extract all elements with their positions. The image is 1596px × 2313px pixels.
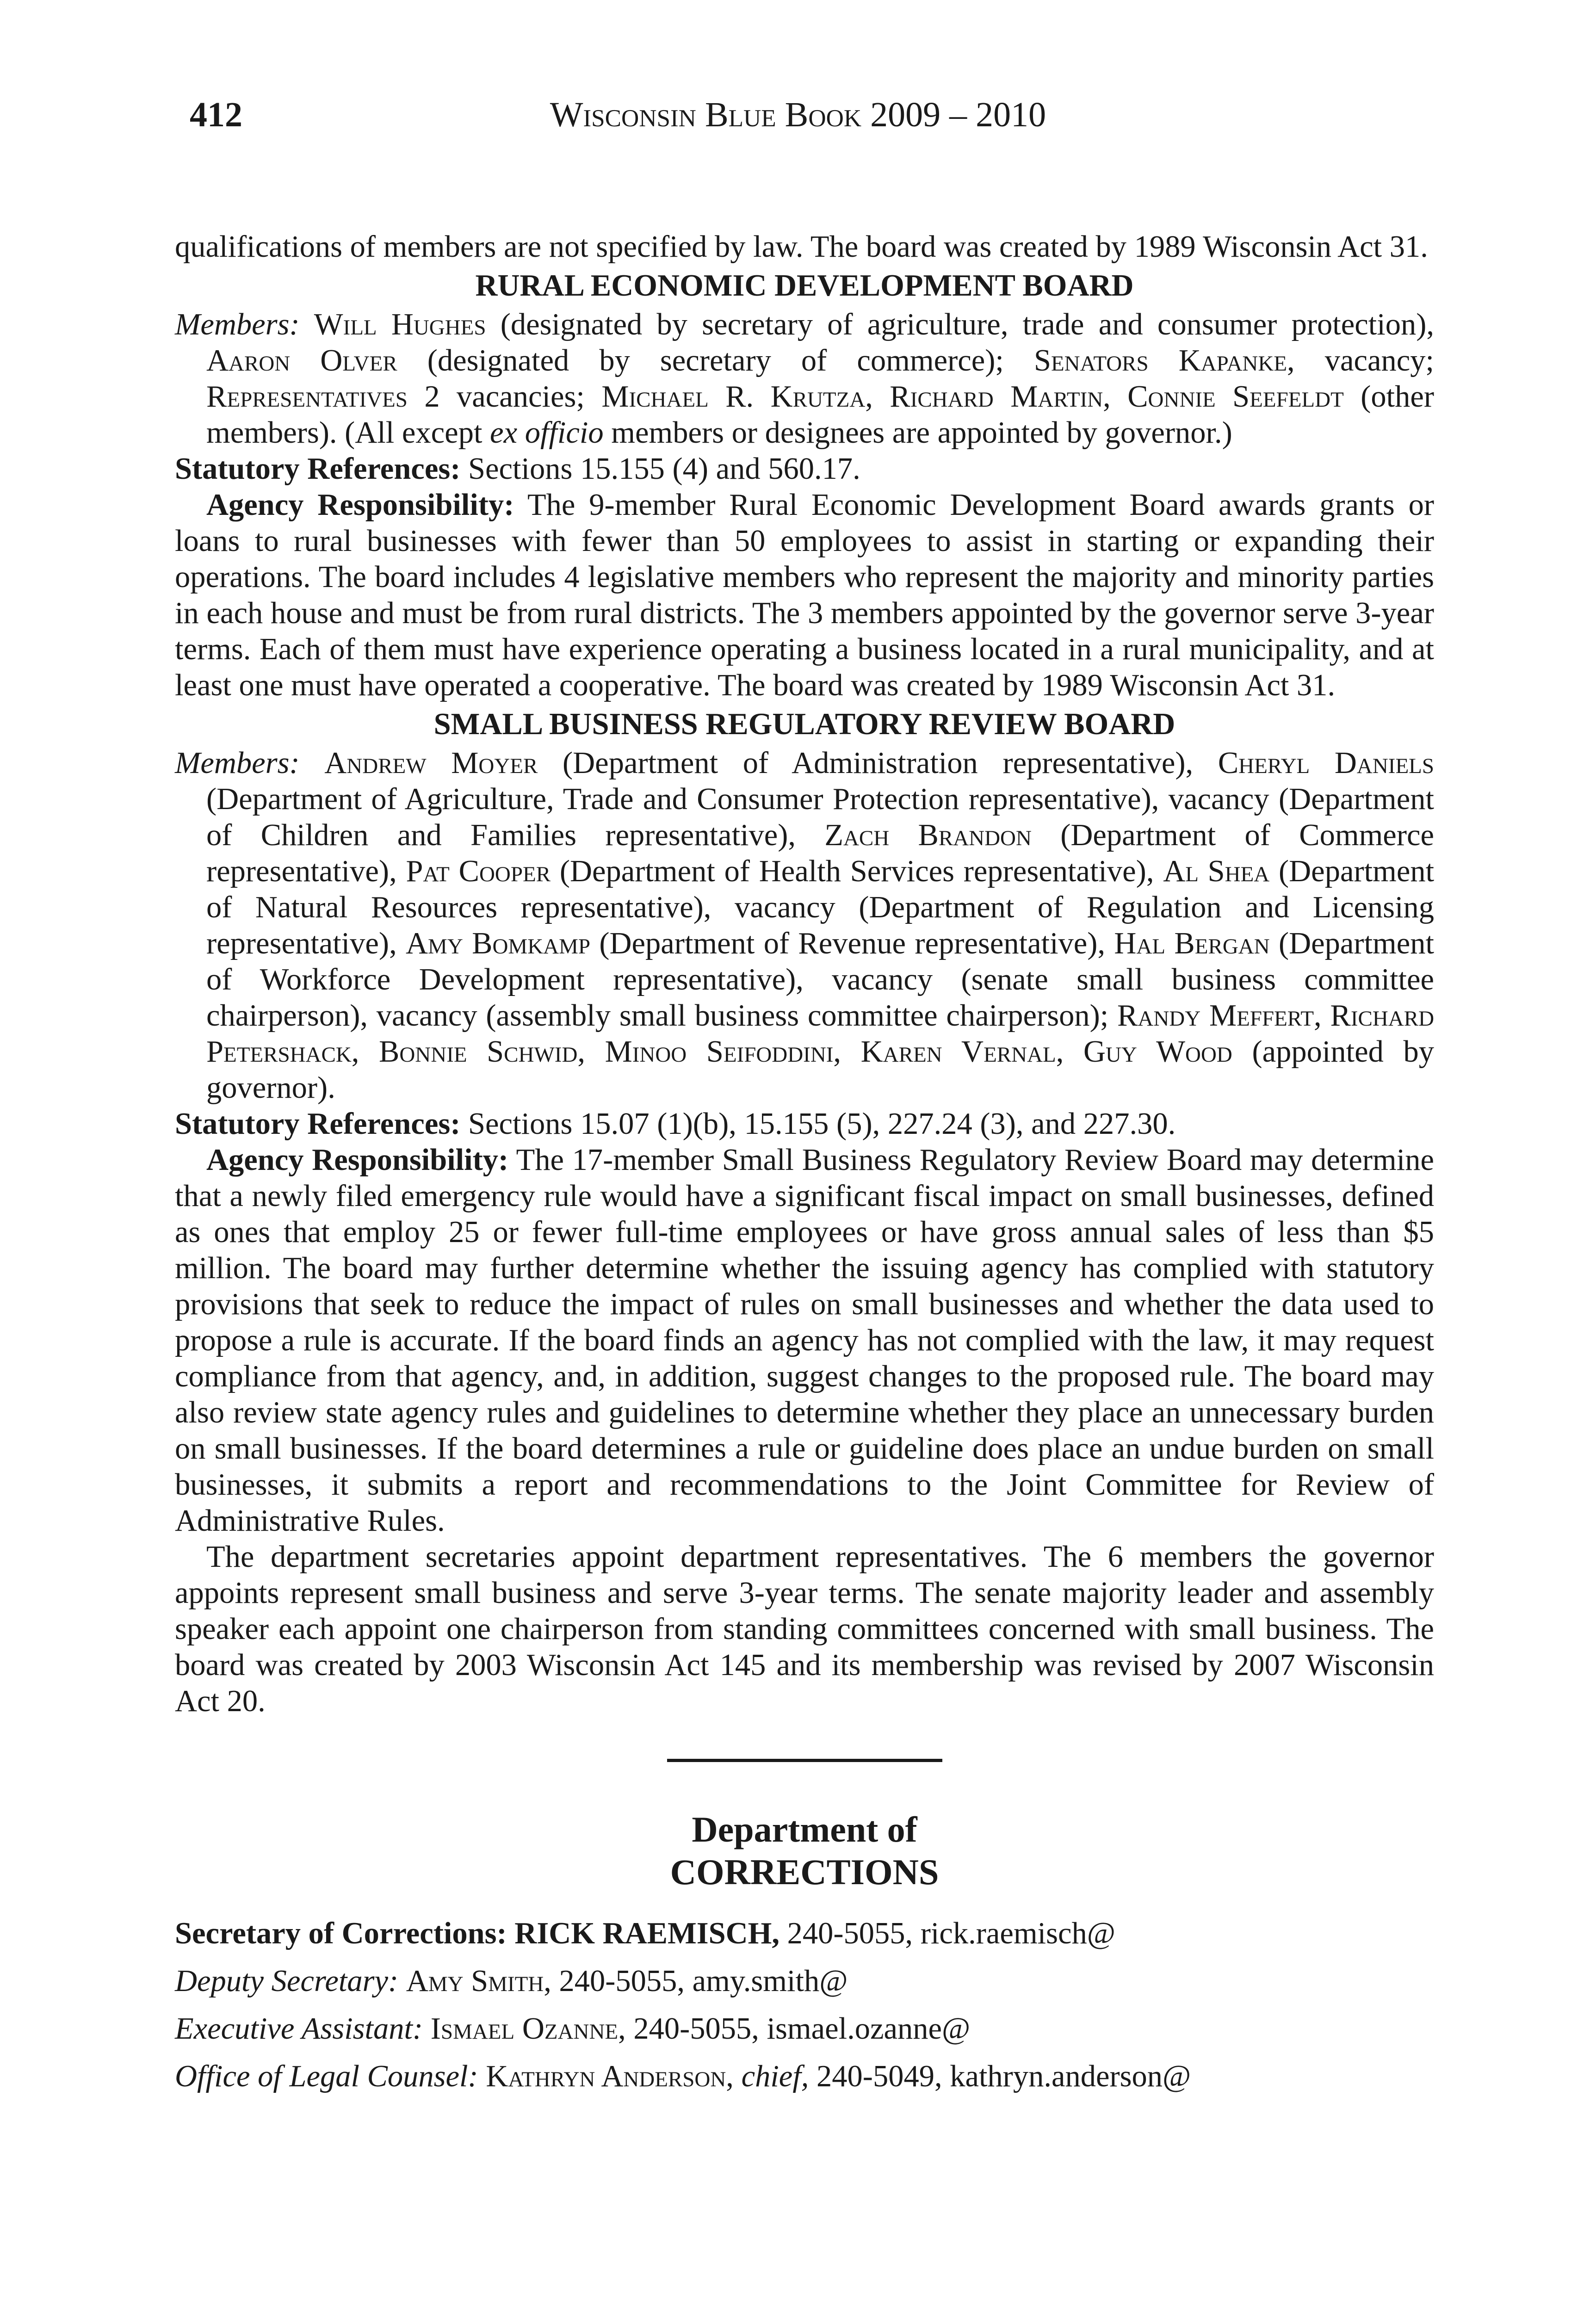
member-role: (Department of Health Services representative), xyxy=(559,854,1154,888)
staff-title: chief, xyxy=(741,2059,809,2093)
rural-board-section xyxy=(175,268,1434,704)
staff-entry-deputy xyxy=(175,1963,1434,1999)
department-title-line1: Department of xyxy=(692,1809,917,1849)
small-business-agency-responsibility xyxy=(175,1142,1434,1539)
member-name: Hal Bergan xyxy=(1114,927,1270,960)
small-business-appointments-paragraph: The department secretaries appoint department representatives. The 6 members the governor appoints represent small business and serve 3-year terms. The senate majority leader and assembly speaker each appoint one chairperson from standing committees concerned with small business. The board was created by 2003 Wisconsin Act 145 and its membership was revised by 2007 Wisconsin Act 20. xyxy=(175,1540,1434,1718)
rural-board-members xyxy=(175,307,1434,451)
department-staff-list xyxy=(175,1916,1434,2095)
ex-officio-term: ex officio xyxy=(490,416,604,450)
staff-label: Deputy Secretary: xyxy=(175,1964,399,1998)
member-role: vacancy; xyxy=(1324,344,1435,377)
staff-entry-legal-counsel xyxy=(175,2059,1434,2095)
member-name: Amy Bomkamp xyxy=(406,927,591,960)
member-name: Andrew Moyer xyxy=(324,746,538,780)
statutory-label: Statutory References: xyxy=(175,452,461,486)
staff-label: Secretary of Corrections: xyxy=(175,1917,507,1950)
statutory-text: Sections 15.155 (4) and 560.17. xyxy=(468,452,860,486)
statutory-label: Statutory References: xyxy=(175,1107,461,1141)
responsibility-text: The 17-member Small Business Regulatory Review Board may determine that a newly filed emergency rule would have a significant fiscal impact on small businesses, defined as ones that employ 25 or fewer full-time employees or have gross annual sales of less than $5 million. The board may further determine whether the issuing agency has complied with statutory provisions that seek to reduce the impact of rules on small businesses and whether the data used to propose a rule is accurate. If the board finds an agency has not complied with the law, it may request compliance from that agency, and, in addition, suggest changes to the proposed rule. The board may also review state agency rules and guidelines to determine whether they place an unnecessary burden on small businesses. If the board determines a rule or guideline does place an undue burden on small businesses, it submits a report and recommendations to the Joint Committee for Review of Administrative Rules. xyxy=(175,1143,1434,1538)
staff-contact: 240-5049, kathryn.anderson@ xyxy=(817,2059,1191,2093)
member-role: (Department of Workforce Development representative), vacancy (senate small business committee chairperson), vacancy (assembly small business committee chairperson); xyxy=(206,927,1435,1033)
staff-label: Office of Legal Counsel: xyxy=(175,2059,478,2093)
staff-name: Kathryn Anderson, xyxy=(486,2059,734,2093)
running-title: Wisconsin Blue Book 2009 – 2010 xyxy=(550,95,1046,134)
member-role: (Department of Natural Resources representative), vacancy (Department of Regulation and Licensing representative), xyxy=(206,854,1435,960)
rural-agency-responsibility xyxy=(175,487,1434,704)
department-title xyxy=(175,1808,1434,1893)
department-section xyxy=(175,1808,1434,2095)
rural-board-heading: RURAL ECONOMIC DEVELOPMENT BOARD xyxy=(475,269,1134,303)
member-role: (appointed by governor). xyxy=(206,1035,1434,1105)
representatives-label: Representatives xyxy=(206,380,408,414)
senators-label: Senators xyxy=(1033,344,1149,377)
staff-name: Ismael Ozanne, xyxy=(430,2012,626,2046)
staff-name: RICK RAEMISCH, xyxy=(514,1917,779,1950)
member-name: Kapanke, xyxy=(1178,344,1295,377)
members-label: Members: xyxy=(175,746,300,780)
small-business-board-members xyxy=(175,745,1434,1106)
member-name: Zach Brandon xyxy=(824,818,1032,852)
member-name: Michael R. Krutza, Richard Martin, Connie Seefeldt xyxy=(601,380,1344,414)
staff-contact: 240-5055, ismael.ozanne@ xyxy=(633,2012,971,2046)
page-number: 412 xyxy=(190,95,242,134)
page-body xyxy=(175,229,1434,2106)
member-role: (Department of Agriculture, Trade and Consumer Protection representative), vacancy (Department of Children and Families representative), xyxy=(206,782,1434,852)
member-role: (designated by secretary of agriculture, trade and consumer protection), xyxy=(500,308,1434,341)
members-label: Members: xyxy=(175,308,300,341)
member-name: Cheryl Daniels xyxy=(1218,746,1435,780)
staff-name: Amy Smith, xyxy=(406,1964,551,1998)
running-header xyxy=(190,95,1406,141)
staff-contact: 240-5055, rick.raemisch@ xyxy=(787,1917,1116,1950)
responsibility-label: Agency Responsibility: xyxy=(206,1143,509,1177)
rural-statutory-references xyxy=(175,451,1434,487)
staff-entry-secretary xyxy=(175,1916,1434,1952)
member-name: Aaron Olver xyxy=(206,344,397,377)
appointment-note: members or designees are appointed by governor.) xyxy=(611,416,1232,450)
responsibility-label: Agency Responsibility: xyxy=(206,488,514,522)
member-role: (Department of Administration representative), xyxy=(563,746,1194,780)
member-role: (other members). (All except xyxy=(206,380,1434,450)
member-name: Randy Meffert, Richard Petershack, Bonnie Schwid, Minoo Seifoddini, Karen Vernal, Guy Wood xyxy=(206,999,1435,1069)
member-name: Will Hughes xyxy=(314,308,486,341)
small-business-board-heading: SMALL BUSINESS REGULATORY REVIEW BOARD xyxy=(433,707,1175,741)
intro-paragraph: qualifications of members are not specified by law. The board was created by 1989 Wisconsin Act 31. xyxy=(175,230,1428,264)
statutory-text: Sections 15.07 (1)(b), 15.155 (5), 227.24 (3), and 227.30. xyxy=(468,1107,1176,1141)
staff-entry-executive-assistant xyxy=(175,2011,1434,2047)
member-name: Al Shea xyxy=(1163,854,1270,888)
member-role: (designated by secretary of commerce); xyxy=(427,344,1004,377)
staff-contact: 240-5055, amy.smith@ xyxy=(559,1964,848,1998)
responsibility-text: The 9-member Rural Economic Development Board awards grants or loans to rural businesses with fewer than 50 employees to assist in starting or expanding their operations. The board includes 4 legislative members who represent the majority and minority parties in each house and must be from rural districts. The 3 members appointed by the governor serve 3-year terms. Each of them must have experience operating a business located in a rural municipality, and at least one must have operated a cooperative. The board was created by 1989 Wisconsin Act 31. xyxy=(175,488,1434,702)
member-name: Pat Cooper xyxy=(406,854,551,888)
member-role: (Department of Commerce representative), xyxy=(206,818,1434,888)
department-title-line2: CORRECTIONS xyxy=(670,1852,939,1892)
staff-label: Executive Assistant: xyxy=(175,2012,423,2046)
small-business-statutory-references xyxy=(175,1106,1434,1142)
section-divider xyxy=(667,1759,942,1762)
member-role: 2 vacancies; xyxy=(424,380,585,414)
small-business-board-section xyxy=(175,706,1434,1719)
member-role: (Department of Revenue representative), xyxy=(599,927,1106,960)
